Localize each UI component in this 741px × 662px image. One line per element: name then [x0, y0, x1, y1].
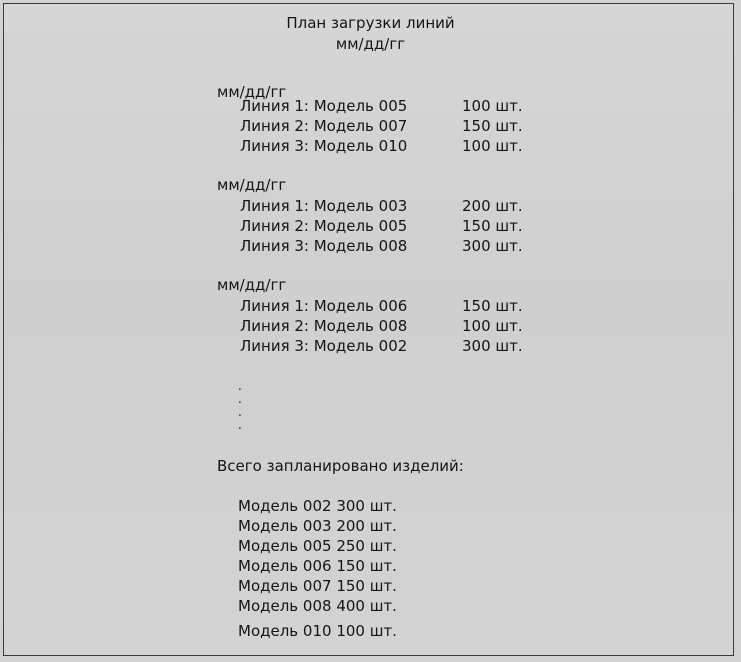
- total-row: Модель 005 250 шт.: [238, 537, 397, 555]
- line-model: Линия 3: Модель 002: [240, 337, 408, 355]
- line-model: Линия 3: Модель 008: [240, 237, 408, 255]
- ellipsis-dots: . . . .: [238, 379, 242, 432]
- block-date: мм/дд/гг: [217, 176, 287, 194]
- schedule-row: [240, 136, 523, 156]
- block-date: мм/дд/гг: [217, 83, 287, 101]
- line-model: Линия 1: Модель 003: [240, 197, 408, 215]
- schedule-row: [240, 296, 523, 316]
- line-model: Линия 3: Модель 010: [240, 137, 408, 155]
- line-quantity: 150 шт.: [462, 217, 523, 235]
- total-row: Модель 003 200 шт.: [238, 517, 397, 535]
- line-model: Линия 2: Модель 005: [240, 217, 408, 235]
- line-model: Линия 1: Модель 006: [240, 297, 408, 315]
- total-row: Модель 006 150 шт.: [238, 557, 397, 575]
- line-quantity: 200 шт.: [462, 197, 523, 215]
- total-row: Модель 008 400 шт.: [238, 597, 397, 615]
- block-date: мм/дд/гг: [217, 276, 287, 294]
- line-model: Линия 2: Модель 007: [240, 117, 408, 135]
- schedule-row: [240, 216, 523, 236]
- line-quantity: 300 шт.: [462, 237, 523, 255]
- total-row: Модель 002 300 шт.: [238, 497, 397, 515]
- schedule-row: [240, 336, 523, 356]
- document-title: План загрузки линий: [286, 14, 455, 32]
- line-quantity: 150 шт.: [462, 117, 523, 135]
- line-model: Линия 2: Модель 008: [240, 317, 408, 335]
- line-quantity: 100 шт.: [462, 317, 523, 335]
- schedule-row: [240, 236, 523, 256]
- line-quantity: 150 шт.: [462, 297, 523, 315]
- total-row: Модель 010 100 шт.: [238, 622, 397, 640]
- schedule-row: [240, 96, 523, 116]
- total-row: Модель 007 150 шт.: [238, 577, 397, 595]
- totals-heading: Всего запланировано изделий:: [217, 457, 464, 475]
- line-model: Линия 1: Модель 005: [240, 97, 408, 115]
- document-subtitle: мм/дд/гг: [335, 35, 406, 53]
- schedule-row: [240, 316, 523, 336]
- line-quantity: 100 шт.: [462, 97, 523, 115]
- line-quantity: 300 шт.: [462, 337, 523, 355]
- schedule-row: [240, 116, 523, 136]
- schedule-row: [240, 196, 523, 216]
- line-quantity: 100 шт.: [462, 137, 523, 155]
